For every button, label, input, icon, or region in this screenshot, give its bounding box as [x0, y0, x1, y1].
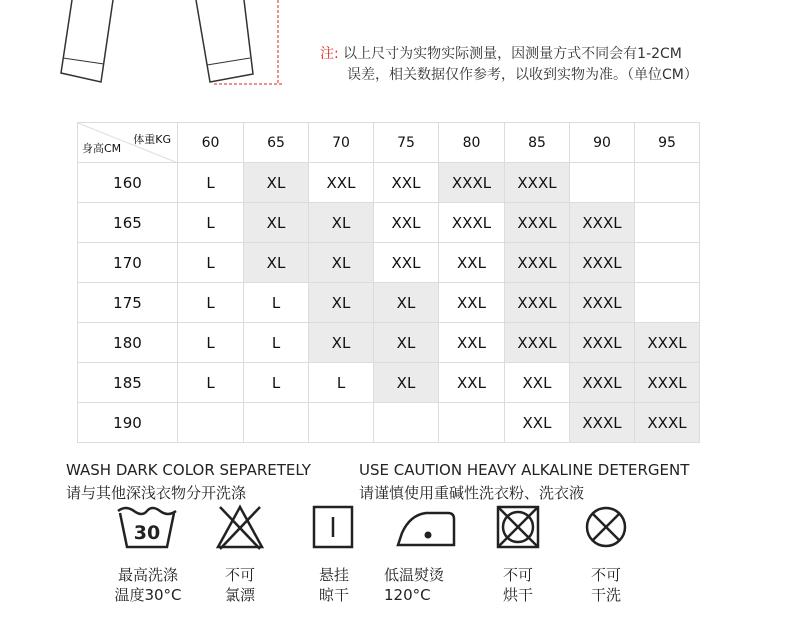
care-label-iron: [384, 565, 464, 605]
size-cell: [374, 403, 439, 443]
size-cell: XXXL: [439, 163, 505, 203]
size-cell: L: [178, 203, 244, 243]
size-cell: L: [178, 163, 244, 203]
weight-header: 60: [178, 123, 244, 163]
table-row: [78, 363, 700, 403]
table-row: [78, 403, 700, 443]
weight-header: 75: [374, 123, 439, 163]
size-cell: XXXL: [505, 243, 570, 283]
size-cell: XXL: [374, 163, 439, 203]
no-tumble-dry-icon: [496, 503, 542, 551]
size-cell: [244, 403, 309, 443]
table-row: [78, 203, 700, 243]
care-label-line: 悬挂: [318, 566, 349, 584]
wash-note-cn: 请与其他深浅衣物分开洗涤: [66, 484, 247, 502]
size-table-header-row: [78, 123, 700, 163]
care-label-line: 晾干: [318, 586, 349, 604]
weight-header: 80: [439, 123, 505, 163]
weight-header: 90: [570, 123, 635, 163]
size-cell: L: [244, 283, 309, 323]
size-cell: XL: [309, 283, 374, 323]
size-cell: XXL: [439, 323, 505, 363]
size-cell: XXXL: [635, 363, 700, 403]
height-cell: 175: [78, 283, 178, 323]
size-cell: XXL: [505, 403, 570, 443]
care-label-line: 烘干: [502, 586, 533, 604]
size-cell: L: [178, 243, 244, 283]
size-cell: XXXL: [570, 243, 635, 283]
care-label-line: 低温熨烫: [384, 566, 445, 584]
care-label-line: 干洗: [590, 586, 621, 604]
hang-dry-icon: [312, 503, 356, 551]
size-cell: L: [244, 323, 309, 363]
care-label-wash: [108, 565, 188, 605]
size-cell: XL: [374, 363, 439, 403]
size-cell: XXXL: [570, 323, 635, 363]
corner-height-label: 身高CM: [82, 142, 122, 155]
measurement-note: [320, 44, 780, 86]
size-cell: XL: [309, 243, 374, 283]
weight-header: 95: [635, 123, 700, 163]
size-cell: L: [244, 363, 309, 403]
size-cell: XL: [309, 323, 374, 363]
size-chart-table: [77, 122, 700, 443]
size-cell: [635, 163, 700, 203]
care-label-line: 不可: [224, 566, 255, 584]
weight-header: 65: [244, 123, 309, 163]
size-cell: XL: [244, 243, 309, 283]
care-label-dryclean: [576, 565, 636, 605]
size-cell: [439, 403, 505, 443]
height-cell: 190: [78, 403, 178, 443]
size-cell: [309, 403, 374, 443]
note-line-2: 误差，相关数据仅作参考，以收到实物为准。（单位CM）: [347, 67, 698, 83]
table-row: [78, 323, 700, 363]
table-row: [78, 163, 700, 203]
size-cell: L: [309, 363, 374, 403]
note-line-1: 以上尺寸为实物实际测量，因测量方式不同会有1-2CM: [343, 46, 682, 62]
detergent-note-en: USE CAUTION HEAVY ALKALINE DETERGENT: [359, 461, 690, 479]
size-cell: XL: [374, 283, 439, 323]
no-bleach-icon: [214, 503, 266, 551]
size-cell: L: [178, 363, 244, 403]
wash-temp-number: 30: [133, 522, 161, 544]
size-cell: L: [178, 283, 244, 323]
size-cell: XXL: [374, 203, 439, 243]
size-cell: [178, 403, 244, 443]
size-cell: XXXL: [439, 203, 505, 243]
weight-header: 85: [505, 123, 570, 163]
size-cell: XL: [309, 203, 374, 243]
height-cell: 170: [78, 243, 178, 283]
size-cell: XL: [244, 203, 309, 243]
care-label-bleach: [210, 565, 270, 605]
size-cell: XXXL: [635, 403, 700, 443]
care-label-line: 氯漂: [224, 586, 255, 604]
size-cell: [635, 243, 700, 283]
care-label-line: 温度30°C: [114, 586, 182, 604]
table-row: [78, 243, 700, 283]
size-cell: XXXL: [505, 203, 570, 243]
height-cell: 180: [78, 323, 178, 363]
care-label-hang: [304, 565, 364, 605]
size-cell: XXL: [439, 363, 505, 403]
size-cell: XXXL: [505, 283, 570, 323]
size-cell: XXXL: [570, 403, 635, 443]
care-label-line: 最高洗涤: [117, 566, 178, 584]
size-cell: [635, 203, 700, 243]
size-cell: [570, 163, 635, 203]
size-cell: XXL: [505, 363, 570, 403]
size-cell: XXXL: [570, 363, 635, 403]
care-label-line: 120°C: [384, 586, 431, 604]
size-cell: L: [178, 323, 244, 363]
detergent-note-cn: 请谨慎使用重碱性洗衣粉、洗衣液: [359, 484, 585, 502]
size-cell: XXXL: [505, 323, 570, 363]
iron-low-icon: [396, 503, 458, 551]
size-cell: XL: [244, 163, 309, 203]
table-row: [78, 283, 700, 323]
height-cell: 160: [78, 163, 178, 203]
size-cell: XXXL: [570, 203, 635, 243]
size-cell: XXL: [439, 243, 505, 283]
height-cell: 165: [78, 203, 178, 243]
wash-note-en: WASH DARK COLOR SEPARETELY: [66, 461, 311, 479]
corner-weight-label: 体重KG: [133, 133, 171, 146]
weight-header: 70: [309, 123, 374, 163]
size-cell: XXXL: [570, 283, 635, 323]
table-corner-cell: [78, 123, 178, 163]
size-cell: XXXL: [505, 163, 570, 203]
size-cell: XL: [374, 323, 439, 363]
wash-30-icon: [116, 503, 178, 551]
care-label-tumble: [488, 565, 548, 605]
note-label: 注:: [320, 46, 339, 62]
size-cell: XXXL: [635, 323, 700, 363]
care-label-line: 不可: [590, 566, 621, 584]
height-cell: 185: [78, 363, 178, 403]
size-cell: XXL: [439, 283, 505, 323]
no-dry-clean-icon: [584, 503, 630, 551]
size-cell: [635, 283, 700, 323]
size-cell: XXL: [309, 163, 374, 203]
care-label-line: 不可: [502, 566, 533, 584]
pants-illustration: [0, 0, 300, 100]
size-cell: XXL: [374, 243, 439, 283]
